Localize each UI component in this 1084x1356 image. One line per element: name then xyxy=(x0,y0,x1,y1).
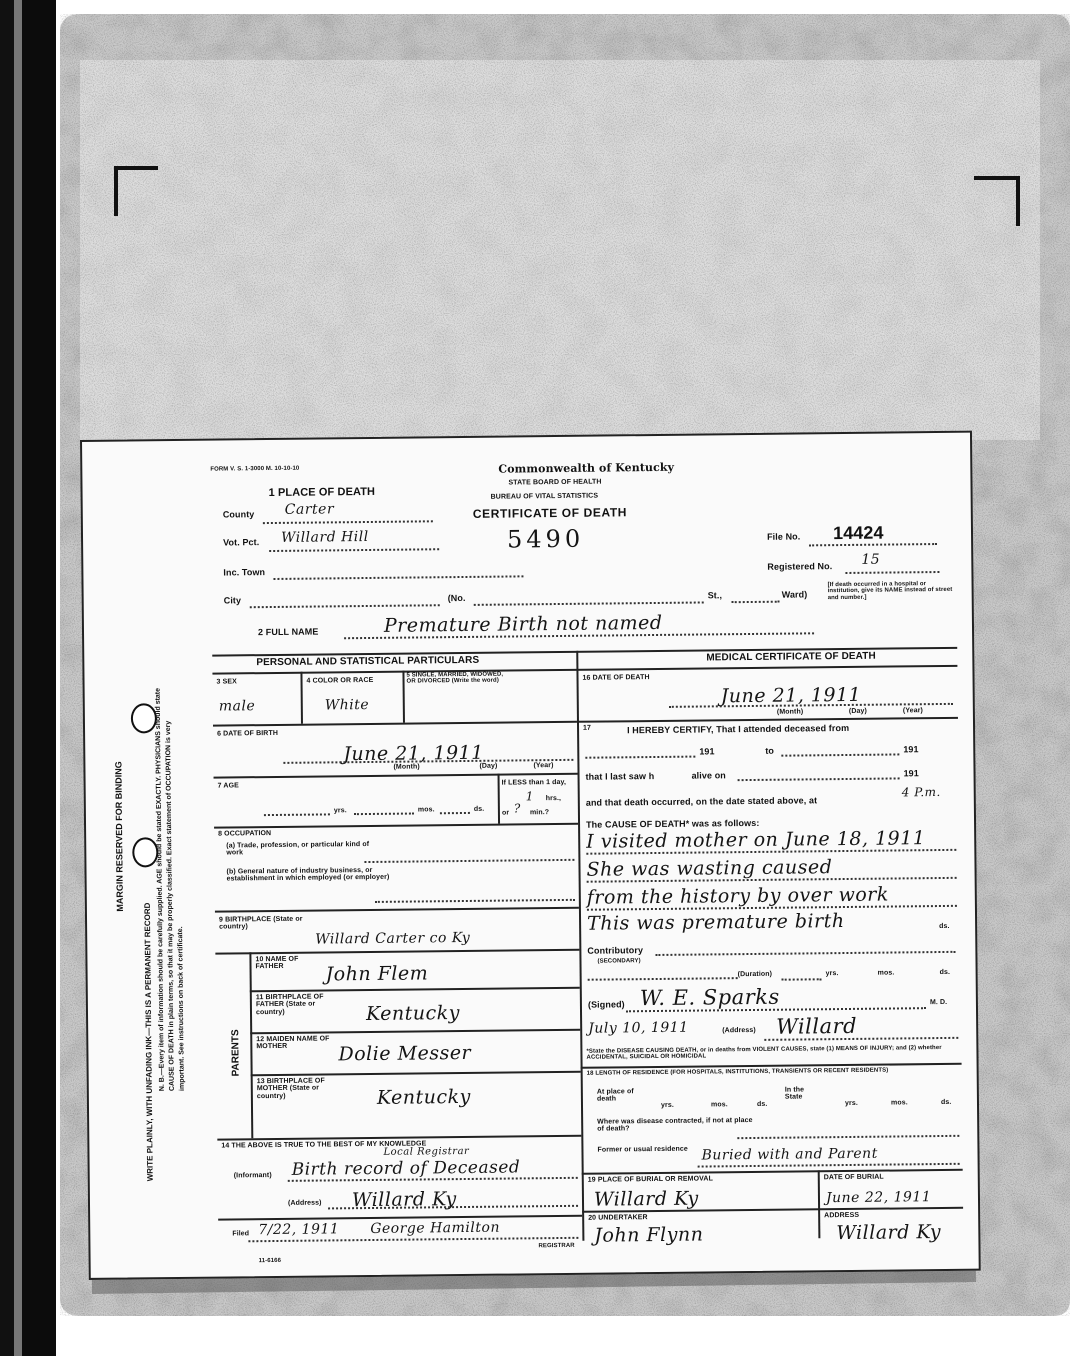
file-no-value: 14424 xyxy=(832,522,884,544)
bureau-heading: BUREAU OF VITAL STATISTICS xyxy=(490,492,599,501)
age-yrs-line xyxy=(264,813,330,816)
no-label: (No. xyxy=(447,592,466,604)
last-saw-label: that I last saw h xyxy=(585,771,655,782)
marital-label: 5 SINGLE, MARRIED, WIDOWED, OR DIVORCED (Write the word) xyxy=(406,671,504,685)
birthplace-label: 9 BIRTHPLACE (State or country) xyxy=(218,915,303,931)
rule-sex xyxy=(213,721,577,727)
vot-pct-value: Willard Hill xyxy=(280,528,369,546)
hospital-note: [If death occurred in a hospital or institution, give its NAME instead of street and number.] xyxy=(827,581,953,601)
contributory-line xyxy=(655,951,955,956)
occupation-a: (a) Trade, profession, or particular kind of work xyxy=(226,840,370,857)
age-ds: ds. xyxy=(473,805,485,813)
md-label: M. D. xyxy=(929,998,948,1007)
age-label: 7 AGE xyxy=(217,782,239,790)
occupation-a-line xyxy=(364,859,574,863)
parents-divider xyxy=(249,952,253,1138)
cause-line-1: I visited mother on June 18, 1911 xyxy=(586,827,926,853)
st-label: St., xyxy=(707,590,723,601)
margin-reserved-text: MARGIN RESERVED FOR BINDING xyxy=(113,761,125,912)
street-line xyxy=(474,601,704,605)
age-ds-line xyxy=(440,812,470,814)
burial-value: Willard Ky xyxy=(593,1187,699,1211)
medical-address-value: Willard xyxy=(776,1013,858,1039)
signed-value: W. E. Sparks xyxy=(639,984,780,1011)
filed-label: Filed xyxy=(232,1230,250,1238)
duration-yrs: yrs. xyxy=(825,970,839,978)
age-mos: mos. xyxy=(417,806,435,814)
father-value: John Flem xyxy=(325,962,429,986)
write-plainly-text: WRITE PLAINLY, WITH UNFADING INK—THIS IS A PERMANENT RECORD xyxy=(142,902,155,1182)
in-state-mos: mos. xyxy=(890,1099,908,1107)
less-hrs-value: 1 xyxy=(525,789,534,804)
binding-hole-top xyxy=(132,837,158,867)
commonwealth-heading: Commonwealth of Kentucky xyxy=(498,460,675,476)
vot-pct-line xyxy=(269,548,439,552)
rule-father-birth xyxy=(250,1029,580,1034)
mother-label: 12 MAIDEN NAME OF MOTHER xyxy=(256,1035,330,1051)
contributory-label: Contributory xyxy=(587,945,644,956)
duration-line xyxy=(782,978,822,980)
less-min-value: ? xyxy=(513,801,521,816)
certify-num: 17 xyxy=(583,724,592,732)
secondary-label: (SECONDARY) xyxy=(597,958,641,965)
note-line-a: N. B.—Every item of information should be carefully supplied. AGE should be stated EXACTLY. PHYSICIANS should state xyxy=(154,687,166,1092)
county-value: Carter xyxy=(284,501,335,518)
color-value: White xyxy=(324,696,370,714)
cause-line-3: from the history by over work xyxy=(586,883,889,909)
dob-day: (Day) xyxy=(479,762,498,770)
mother-birth-label: 13 BIRTHPLACE OF MOTHER (State or country) xyxy=(256,1077,325,1100)
dob-value: June 21, 1911 xyxy=(343,741,484,766)
at-place-mos: mos. xyxy=(710,1101,728,1109)
full-name-label: 2 FULL NAME xyxy=(257,626,319,638)
registered-no-line xyxy=(845,571,939,574)
dod-year: (Year) xyxy=(902,707,923,715)
dob-year: (Year) xyxy=(533,762,554,770)
column-divider xyxy=(576,651,584,1241)
death-time-value: 4 P.m. xyxy=(901,785,941,800)
father-birth-value: Kentucky xyxy=(365,1002,461,1026)
age-mos-line xyxy=(354,813,414,816)
age-divider xyxy=(498,774,501,824)
rule-occupation xyxy=(215,907,579,913)
inc-town-label: Inc. Town xyxy=(223,567,266,578)
registered-no-label: Registered No. xyxy=(767,561,833,572)
medical-header: MEDICAL CERTIFICATE OF DEATH xyxy=(706,650,876,664)
signed-label: (Signed) xyxy=(587,999,625,1010)
less-than-label: If LESS than 1 day, xyxy=(501,778,567,787)
occupation-b: (b) General nature of industry business, or establishment in which employed (or employer) xyxy=(226,866,390,883)
ward-line xyxy=(732,601,780,604)
undertaker-address-label: ADDRESS xyxy=(824,1211,860,1220)
contributory-line-2 xyxy=(588,977,738,981)
rule-age xyxy=(214,823,578,829)
duration-label: (Duration) xyxy=(737,970,773,979)
note-line-b: CAUSE OF DEATH in plain terms, so that it may be properly classified. Exact statement of OCCUPATION is very xyxy=(164,720,176,1092)
or-label: or xyxy=(501,809,510,817)
burial-date-value: June 22, 1911 xyxy=(825,1189,932,1207)
alive-on-line xyxy=(738,777,900,781)
in-state-label: In the State xyxy=(784,1086,805,1101)
at-place-ds: ds. xyxy=(756,1100,768,1108)
county-label: County xyxy=(222,509,255,520)
former-residence-value: Buried with and Parent xyxy=(701,1145,878,1164)
min-label: min.? xyxy=(529,809,550,817)
ward-label: Ward) xyxy=(781,589,808,600)
father-label: 10 NAME OF FATHER xyxy=(255,955,299,971)
informant-note: Local Registrar xyxy=(383,1145,470,1158)
note-line-c: important. See instructions on back of certificate. xyxy=(177,926,186,1092)
crop-mark-top-left xyxy=(114,166,158,216)
from-year: 191 xyxy=(699,746,715,757)
to-label: to xyxy=(765,745,775,756)
death-occurred-label: and that death occurred, on the date stated above, at xyxy=(585,795,818,808)
burial-divider xyxy=(818,1170,821,1238)
city-line xyxy=(250,604,440,608)
dod-day: (Day) xyxy=(848,707,867,715)
birthplace-value: Willard Carter co Ky xyxy=(315,929,471,948)
former-residence-line xyxy=(698,1163,960,1168)
stamp-number: 5490 xyxy=(506,524,585,554)
rule-father xyxy=(250,987,580,992)
city-label: City xyxy=(223,595,242,606)
vot-pct-label: Vot. Pct. xyxy=(223,537,260,548)
father-birth-label: 11 BIRTHPLACE OF FATHER (State or country) xyxy=(255,993,324,1016)
sex-label: 3 SEX xyxy=(216,678,237,686)
informant-label: (Informant) xyxy=(233,1172,272,1180)
file-no-label: File No. xyxy=(766,531,801,542)
registrar-value: George Hamilton xyxy=(370,1219,501,1238)
medical-address-label: (Address) xyxy=(722,1026,756,1035)
to-line xyxy=(781,753,899,756)
dob-month: (Month) xyxy=(393,763,420,771)
informant-address-value: Willard Ky xyxy=(351,1188,457,1212)
file-no-line xyxy=(809,543,937,546)
occupation-label: 8 OCCUPATION xyxy=(218,830,272,838)
form-footer: 11-6166 xyxy=(258,1257,282,1265)
occupation-b-line xyxy=(375,899,575,903)
crop-mark-top-right xyxy=(974,176,1020,226)
form-code: FORM V. S. 1-3000 M. 10-10-10 xyxy=(210,465,300,473)
registrar-label: REGISTRAR xyxy=(538,1242,575,1250)
former-residence-label: Former or usual residence xyxy=(597,1145,688,1154)
informant-value: Birth record of Deceased xyxy=(291,1157,521,1180)
to-year: 191 xyxy=(903,744,919,755)
place-of-death-label: 1 PLACE OF DEATH xyxy=(268,485,376,500)
in-state-yrs: yrs. xyxy=(844,1099,858,1108)
alive-year: 191 xyxy=(903,768,919,779)
undertaker-value: John Flynn xyxy=(594,1223,704,1247)
duration-ds: ds. xyxy=(939,968,951,977)
rule-residence xyxy=(582,1169,963,1175)
where-contracted-line xyxy=(737,1135,959,1139)
at-place-yrs: yrs. xyxy=(660,1101,674,1109)
rule-dob xyxy=(214,773,578,779)
duration-mos: mos. xyxy=(877,969,895,977)
true-label: 14 THE ABOVE IS TRUE TO THE BEST OF MY KNOWLEDGE xyxy=(221,1140,427,1150)
burial-label: 19 PLACE OF BURIAL OR REMOVAL xyxy=(587,1175,713,1184)
sex-value: male xyxy=(218,698,256,715)
parents-label: PARENTS xyxy=(230,1029,242,1077)
from-line xyxy=(585,756,695,759)
undertaker-address-value: Willard Ky xyxy=(836,1221,942,1245)
at-place-label: At place of death xyxy=(596,1088,634,1103)
mother-birth-value: Kentucky xyxy=(376,1085,471,1109)
color-label: 4 COLOR OR RACE xyxy=(306,676,374,685)
informant-address-label: (Address) xyxy=(287,1199,322,1207)
rule-dod xyxy=(577,717,958,723)
certificate-title: CERTIFICATE OF DEATH xyxy=(472,505,628,521)
cause-line-2: She was wasting caused xyxy=(586,856,833,881)
hrs-label: hrs., xyxy=(545,794,562,803)
certify-text: I HEREBY CERTIFY, That I attended deceased from xyxy=(627,722,850,736)
inc-town-line xyxy=(273,575,523,580)
cause-ds-1: ds. xyxy=(939,922,950,931)
binding-hole-bottom xyxy=(131,703,157,733)
alive-on-label: alive on xyxy=(691,770,726,781)
sex-divider xyxy=(300,672,303,724)
cause-label: The CAUSE OF DEATH* was as follows: xyxy=(586,817,760,830)
filed-value: 7/22, 1911 xyxy=(258,1221,340,1239)
in-state-ds: ds. xyxy=(940,1098,952,1107)
rule-birthplace xyxy=(215,949,579,955)
color-divider xyxy=(402,671,405,723)
undertaker-label: 20 UNDERTAKER xyxy=(588,1214,648,1222)
rule-mother xyxy=(251,1071,581,1076)
dod-month: (Month) xyxy=(776,708,804,716)
residence-label: 18 LENGTH OF RESIDENCE (FOR HOSPITALS, INSTITUTIONS, TRANSIENTS OR RECENT RESIDENTS) xyxy=(586,1067,889,1077)
dob-label: 6 DATE OF BIRTH xyxy=(217,729,278,738)
certificate-body xyxy=(210,451,963,1265)
death-certificate xyxy=(80,431,981,1280)
where-contracted-label: Where was disease contracted, if not at place of death? xyxy=(597,1116,753,1133)
cause-line-4: This was premature birth xyxy=(586,910,845,935)
registered-no-value: 15 xyxy=(861,551,881,568)
medical-footnote: *State the DISEASE CAUSING DEATH, or in deaths from VIOLENT CAUSES, state (1) MEANS OF INJURY; and (2) whether ACCIDENTAL, SUICIDAL OR HOMICIDAL xyxy=(586,1045,942,1062)
mother-value: Dolie Messer xyxy=(338,1041,472,1066)
date-of-death-value: June 21, 1911 xyxy=(720,683,862,708)
personal-header: PERSONAL AND STATISTICAL PARTICULARS xyxy=(256,654,480,669)
signed-date-value: July 10, 1911 xyxy=(588,1019,689,1037)
board-heading: STATE BOARD OF HEALTH xyxy=(508,478,602,487)
age-yrs: yrs. xyxy=(333,807,347,815)
date-of-death-label: 16 DATE OF DEATH xyxy=(582,674,650,682)
full-name-value: Premature Birth not named xyxy=(383,611,663,637)
burial-date-label: DATE OF BURIAL xyxy=(823,1173,884,1182)
county-line xyxy=(263,520,433,524)
